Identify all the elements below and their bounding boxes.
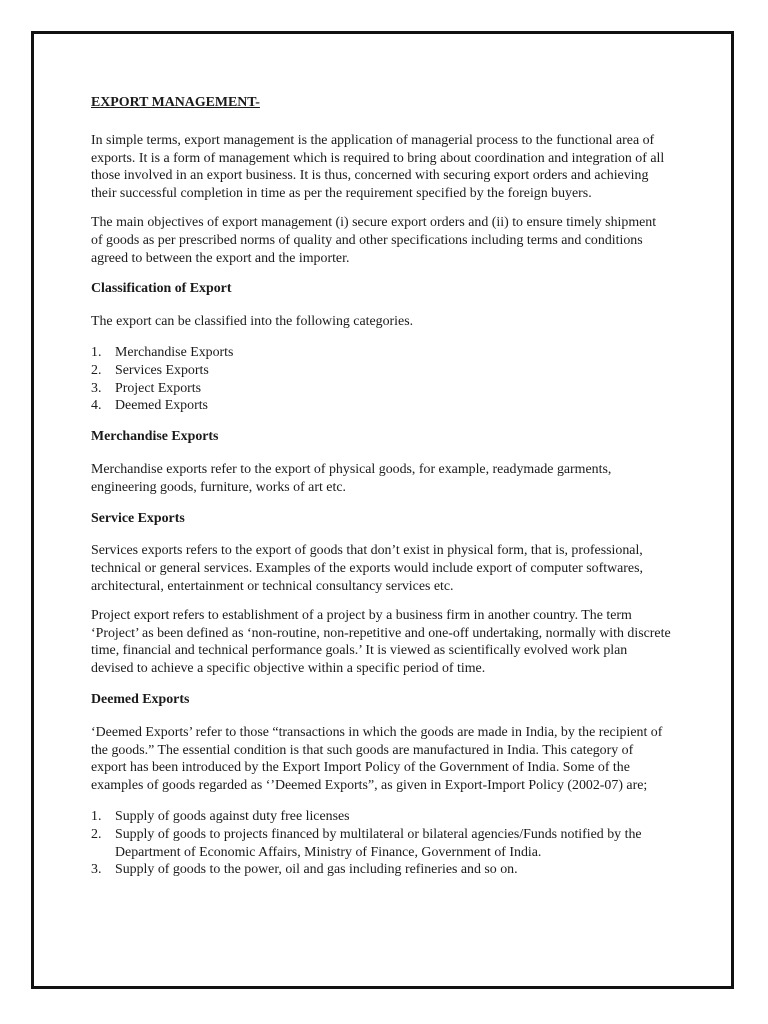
list-item <box>91 397 671 415</box>
project-paragraph: Project export refers to establishment of a project by a business firm in another country. The term ‘Project’ as been defined as ‘non-routine, non-repetitive and one-off undertaking, normally with discrete time, financial and technical performance goals.’ It is viewed as scientifically evolved work plan devised to achieve a specific objective within a specific period of time. <box>91 607 671 677</box>
list-item-number: 4. <box>91 398 102 414</box>
list-item <box>91 808 671 826</box>
objectives-paragraph: The main objectives of export management (i) secure export orders and (ii) to ensure timely shipment of goods as per prescribed norms of quality and other specifications including terms and conditions agreed to between the export and the importer. <box>91 214 657 266</box>
classification-heading: Classification of Export <box>91 281 232 297</box>
intro-paragraph: In simple terms, export management is the application of managerial process to the functional area of exports. It is a form of management which is required to bring about coordination and integration of all those involved in an export business. It is thus, concerned with securing export orders and achieving their successful completion in time as per the requirement specified by the foreign buyers. <box>91 132 665 202</box>
list-item <box>91 344 671 362</box>
list-item-number: 3. <box>91 380 102 396</box>
list-item-label: Project Exports <box>115 380 202 396</box>
deemed-heading: Deemed Exports <box>91 691 190 707</box>
list-item <box>91 380 671 398</box>
list-item-label: Supply of goods to the power, oil and gas including refineries and so on. <box>115 862 518 878</box>
list-item-number: 1. <box>91 808 102 824</box>
document-body <box>91 94 671 890</box>
list-item <box>91 826 671 862</box>
list-item-label: Supply of goods to projects financed by multilateral or bilateral agencies/Funds notified by the Department of Economic Affairs, Ministry of Finance, Government of India. <box>115 826 642 860</box>
document-title: EXPORT MANAGEMENT- <box>91 95 260 110</box>
classification-text: The export can be classified into the following categories. <box>91 314 414 330</box>
list-item-number: 2. <box>91 362 102 378</box>
list-item-label: Deemed Exports <box>115 398 208 414</box>
list-item-label: Services Exports <box>115 362 209 378</box>
classification-list <box>91 344 671 415</box>
list-item <box>91 362 671 380</box>
list-item-label: Merchandise Exports <box>115 344 234 360</box>
list-item-number: 1. <box>91 344 102 360</box>
list-item <box>91 861 671 879</box>
list-item-number: 2. <box>91 826 102 842</box>
deemed-list <box>91 808 671 879</box>
deemed-paragraph: ‘Deemed Exports’ refer to those “transactions in which the goods are made in India, by the recipient of the goods.” The essential condition is that such goods are manufactured in India. This category of export has been introduced by the Export Import Policy of the Government of India. Some of the examples of goods regarded as ‘’Deemed Exports”, as given in Export-Import Policy (2002-07) are; <box>91 724 663 794</box>
merchandise-paragraph: Merchandise exports refer to the export of physical goods, for example, readymade garments, engineering goods, furniture, works of art etc. <box>91 461 612 495</box>
service-heading: Service Exports <box>91 510 185 526</box>
list-item-number: 3. <box>91 862 102 878</box>
list-item-label: Supply of goods against duty free licenses <box>115 808 350 824</box>
service-paragraph: Services exports refers to the export of goods that don’t exist in physical form, that is, professional, technical or general services. Examples of the exports would include export of computer softwares, architectural, entertainment or technical consultancy services etc. <box>91 543 643 594</box>
merchandise-heading: Merchandise Exports <box>91 429 219 445</box>
